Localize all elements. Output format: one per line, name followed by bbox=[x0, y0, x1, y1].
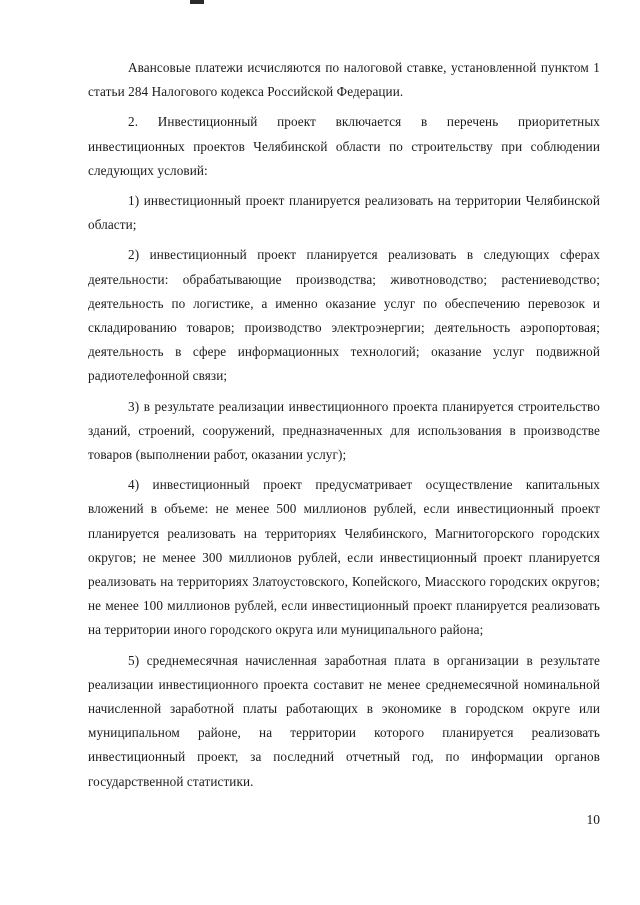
condition-5: 5) среднемесячная начисленная заработная плата в организации в результате реализации инвестиционного проекта составит не менее среднемесячной номинальной начисленной заработной платы работающих в экономике в городском округе или муниципальном районе, на территории которого планируется реализовать инвестиционный проект, за последний отчетный год, по информации органов государственной статистики. bbox=[88, 652, 600, 789]
condition-2: 2) инвестиционный проект планируется реализовать в следующих сферах деятельности: обрабатывающие производства; животноводство; растениеводство; деятельность по логистике, а именно оказание услуг по обеспечению перевозок и складированию товаров; производство электроэнергии; деятельность аэропортовая; деятельность в сфере информационных технологий; оказание услуг подвижной радиотелефонной связи; bbox=[88, 247, 600, 384]
condition-3: 3) в результате реализации инвестиционного проекта планируется строительство зданий, строений, сооружений, предназначенных для использования в производстве товаров (выполнении работ, оказании услуг); bbox=[88, 398, 600, 463]
scan-artifact-mark bbox=[190, 0, 204, 4]
paragraph-advance-payments: Авансовые платежи исчисляются по налоговой ставке, установленной пунктом 1 статьи 284 Налогового кодекса Российской Федерации. bbox=[88, 60, 600, 100]
page-number: 10 bbox=[586, 812, 600, 827]
condition-4: 4) инвестиционный проект предусматривает осуществление капитальных вложений в объеме: не менее 500 миллионов рублей, если инвестиционный проект планируется реализовать на территориях Челябинского, Магнитогорского городских округов; не менее 300 миллионов рублей, если инвестиционный проект планируется реализовать на территориях Златоустовского, Копейского, Миасского городских округов; не менее 100 миллионов рублей, если инвестиционный проект планируется реализовать на территории иного городского округа или муниципального района; bbox=[88, 477, 600, 638]
document-body bbox=[88, 56, 600, 800]
condition-1: 1) инвестиционный проект планируется реализовать на территории Челябинской области; bbox=[88, 193, 600, 233]
paragraph-item-2: 2. Инвестиционный проект включается в перечень приоритетных инвестиционных проектов Челябинской области по строительству при соблюдении следующих условий: bbox=[88, 114, 600, 178]
